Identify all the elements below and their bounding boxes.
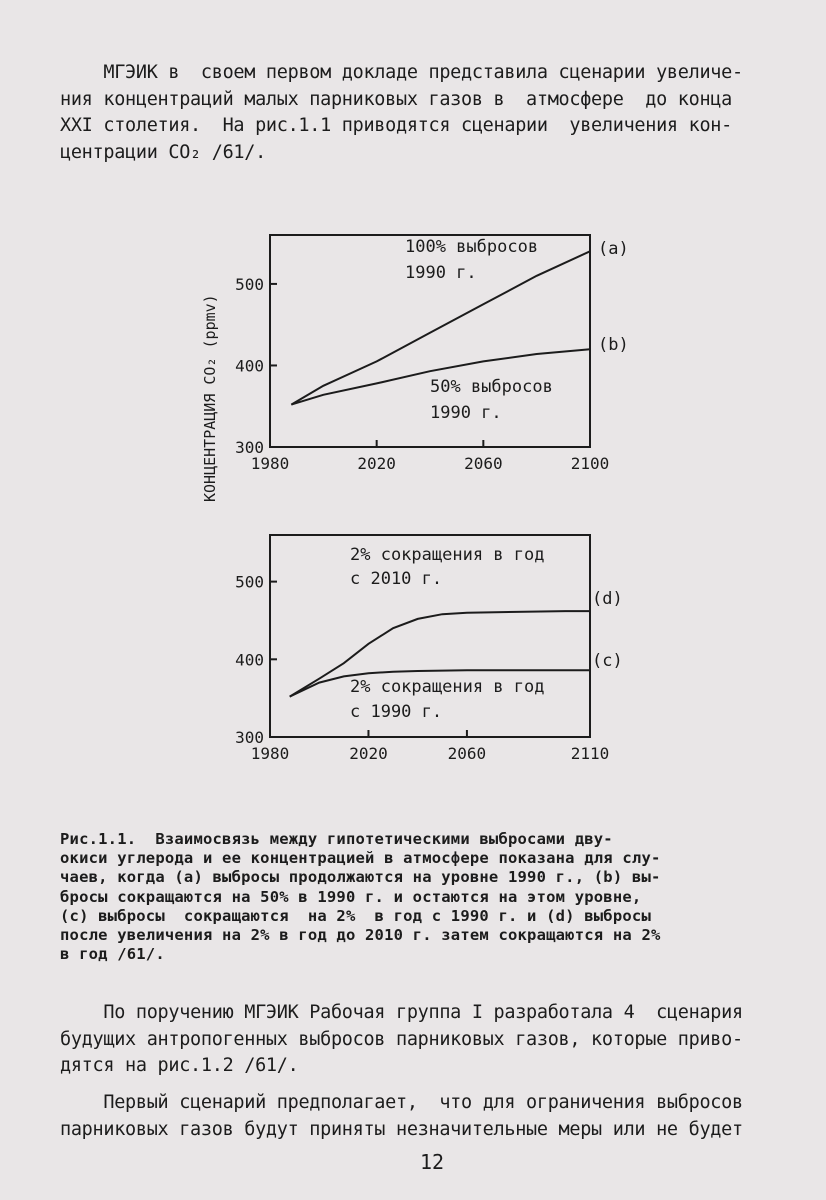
chart-1-annotation-b-line2: 1990 г. xyxy=(430,403,502,423)
chart-1-series-b-label: (b) xyxy=(598,335,629,355)
chart-2-y-tick-label: 500 xyxy=(235,572,264,592)
chart-2-series-c-label: (c) xyxy=(592,651,623,671)
chart-2-x-tick-label: 2060 xyxy=(447,744,487,763)
chart-2-y-tick-label: 300 xyxy=(235,728,264,747)
chart-2-x-tick-label: 1980 xyxy=(250,744,290,763)
chart-1-y-tick-label: 400 xyxy=(235,356,264,376)
chart-1-x-tick-label: 2020 xyxy=(357,454,396,473)
chart-1-series-a-label: (a) xyxy=(598,239,629,259)
chart-1-y-tick-label: 500 xyxy=(235,274,264,294)
chart-2-annotation-c-line2: с 1990 г. xyxy=(350,702,443,722)
paragraph-scenarios: По поручению МГЭИК Рабочая группа I разработала 4 сценария будущих антропогенных выбросов парниковых газов, которые приво- дятся на рис.1.2 /61/. xyxy=(60,1002,743,1076)
chart-2-annotation-d-line2: с 2010 г. xyxy=(350,569,443,589)
chart-1-x-tick-label: 2100 xyxy=(570,454,610,473)
chart-2-annotation-c-line1: 2% сокращения в год xyxy=(350,677,545,697)
chart-1-annotation-b-line1: 50% выбросов xyxy=(430,377,553,397)
co2-scenarios-figure xyxy=(190,220,630,790)
chart-1-y-tick-label: 300 xyxy=(235,438,264,457)
chart-1-x-tick-label: 1980 xyxy=(250,454,290,473)
chart-2-annotation-d-line1: 2% сокращения в год xyxy=(350,545,545,565)
page-number: 12 xyxy=(420,1150,445,1174)
chart-1-x-tick-label: 2060 xyxy=(464,454,503,473)
chart-2-x-tick-label: 2020 xyxy=(349,744,388,763)
chart-2-series-d-label: (d) xyxy=(592,589,623,609)
intro-paragraph: МГЭИК в своем первом докладе представила сценарии увеличе- ния концентраций малых парниковых газов в атмосфере до конца XXI столетия. На рис.1.1 приводятся сценарии увеличения кон- центрации CO₂ /61/. xyxy=(60,62,743,163)
chart-2 xyxy=(235,535,623,763)
chart-2-y-tick-label: 400 xyxy=(235,650,264,670)
chart-1-annotation-a-line1: 100% выбросов xyxy=(405,237,539,257)
figure-caption: Рис.1.1. Взаимосвязь между гипотетическими выбросами дву- окиси углерода и ее концентрацией в атмосфере показана для слу- чаев, когда (а) выбросы продолжаются на уровне 1990 г., (b) вы- бросы сокращаются на 50% в 1990 г. и остаются на этом уровне, (с) выбросы сокращаются на 2% в год с 1990 г. и (d) выбросы после увеличения на 2% в год до 2010 г. затем сокращаются на 2% в год /61/. xyxy=(60,830,661,964)
paragraph-first-scenario: Первый сценарий предполагает, что для ограничения выбросов парниковых газов будут приняты незначительные меры или не будет xyxy=(60,1092,743,1140)
chart-2-x-tick-label: 2110 xyxy=(570,744,610,763)
chart-1-ylabel: КОНЦЕНТРАЦИЯ CO₂ (ppmv) xyxy=(201,294,219,502)
chart-1 xyxy=(201,235,629,502)
chart-1-annotation-a-line2: 1990 г. xyxy=(405,263,477,283)
